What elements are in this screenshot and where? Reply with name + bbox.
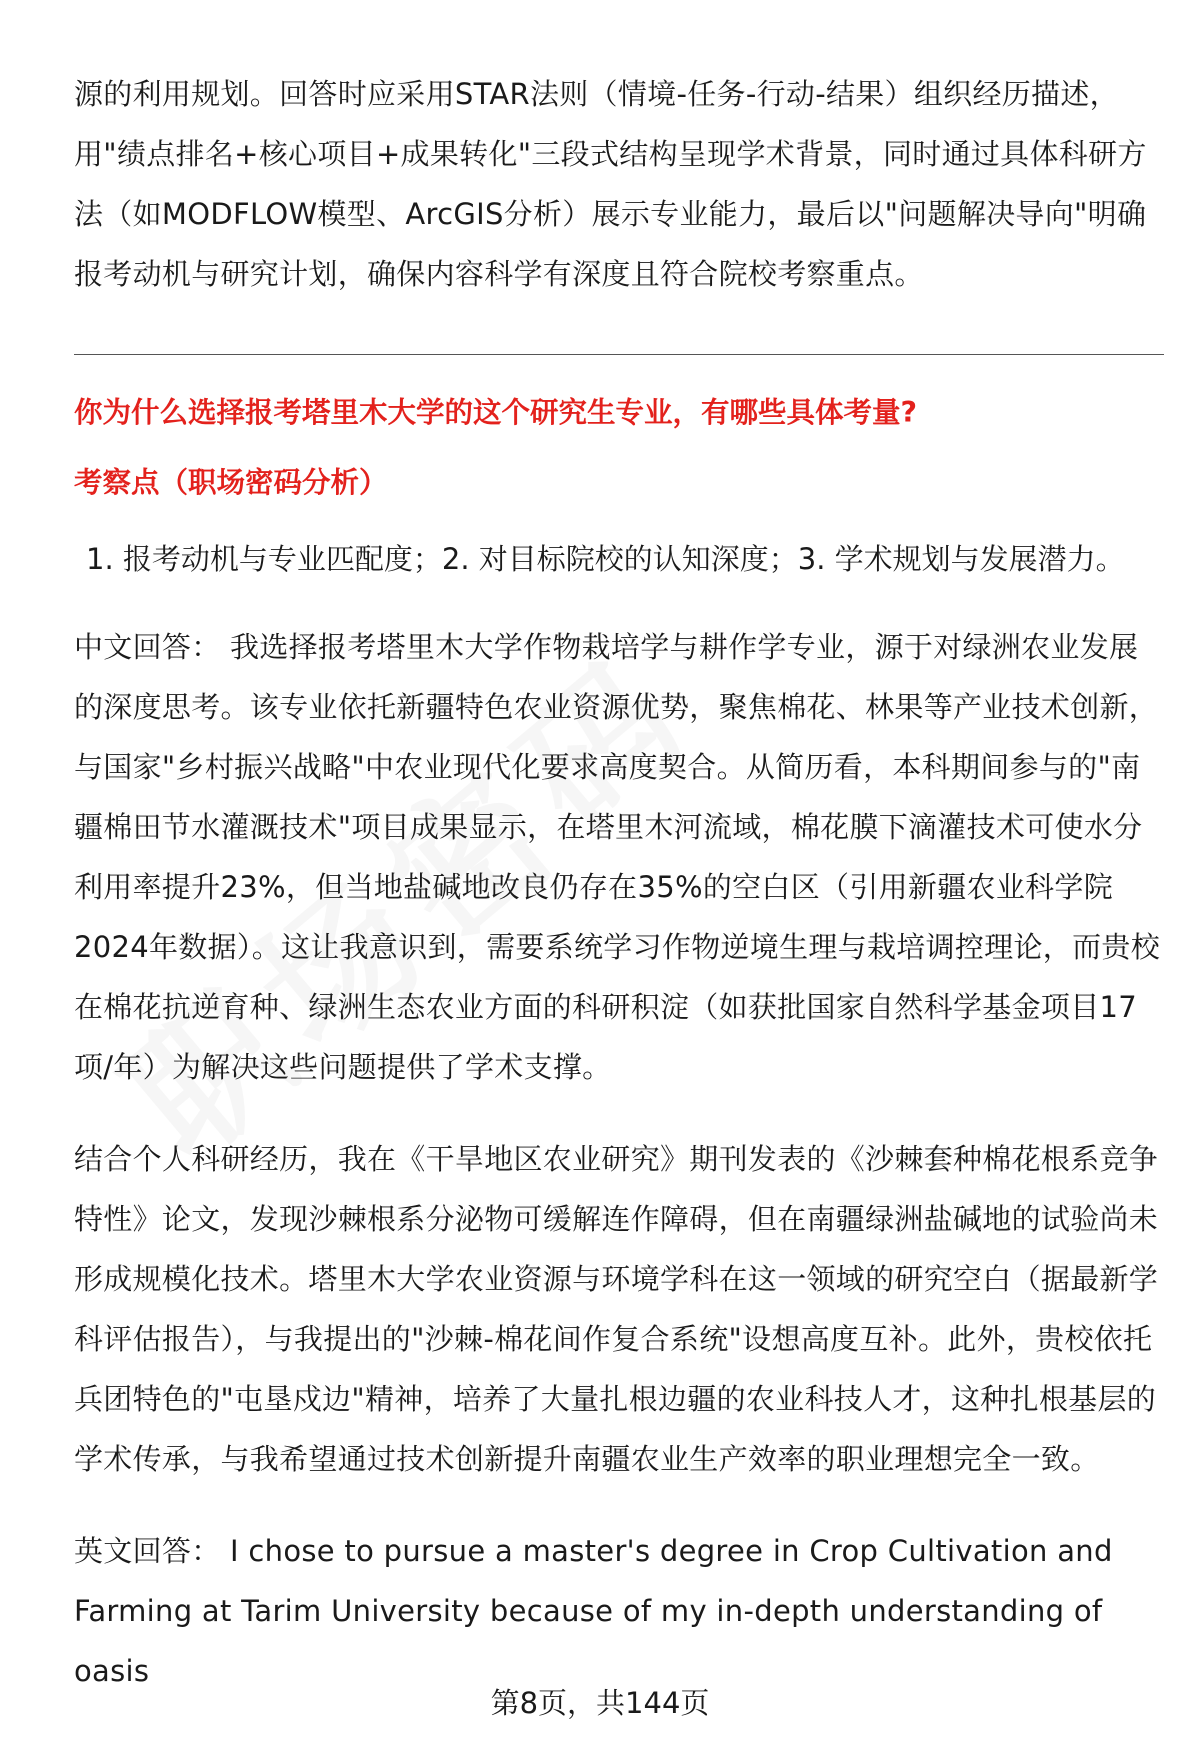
english-answer-paragraph: 英文回答： I chose to pursue a master's degree in Crop Cultivation and Farming at Tarim University because of my in-depth understanding of oasis	[74, 1534, 1113, 1688]
question-heading: 你为什么选择报考塔里木大学的这个研究生专业，有哪些具体考量?	[74, 396, 918, 429]
chinese-answer-paragraph-2: 结合个人科研经历，我在《干旱地区农业研究》期刊发表的《沙棘套种棉花根系竞争特性》论文，发现沙棘根系分泌物可缓解连作障碍，但在南疆绿洲盐碱地的试验尚未形成规模化技术。塔里木大学农业资源与环境学科在这一领域的研究空白（据最新学科评估报告），与我提出的"沙棘-棉花间作复合系统"设想高度互补。此外，贵校依托兵团特色的"屯垦戍边"精神，培养了大量扎根边疆的农业科技人才，这种扎根基层的学术传承，与我希望通过技术创新提升南疆农业生产效率的职业理想完全一致。	[74, 1142, 1159, 1476]
chinese-answer-paragraph-1: 中文回答： 我选择报考塔里木大学作物栽培学与耕作学专业，源于对绿洲农业发展的深度思考。该专业依托新疆特色农业资源优势，聚焦棉花、林果等产业技术创新，与国家"乡村振兴战略"中农业现代化要求高度契合。从简历看，本科期间参与的"南疆棉田节水灌溉技术"项目成果显示，在塔里木河流域，棉花膜下滴灌技术可使水分利用率提升23%，但当地盐碱地改良仍存在35%的空白区（引用新疆农业科学院2024年数据）。这让我意识到，需要系统学习作物逆境生理与栽培调控理论，而贵校在棉花抗逆育种、绿洲生态农业方面的科研积淀（如获批国家自然科学基金项目17项/年）为解决这些问题提供了学术支撑。	[74, 630, 1161, 1084]
assessment-heading: 考察点（职场密码分析）	[74, 466, 388, 499]
section-divider	[74, 354, 1164, 355]
document-body	[74, 64, 1164, 1701]
assessment-points: 1. 报考动机与专业匹配度；2. 对目标院校的认知深度；3. 学术规划与发展潜力。	[86, 542, 1125, 576]
page-number: 第8页，共144页	[490, 1686, 710, 1720]
intro-paragraph: 源的利用规划。回答时应采用STAR法则（情境-任务-行动-结果）组织经历描述，用"绩点排名+核心项目+成果转化"三段式结构呈现学术背景，同时通过具体科研方法（如MODFLOW模型、ArcGIS分析）展示专业能力，最后以"问题解决导向"明确报考动机与研究计划，确保内容科学有深度且符合院校考察重点。	[74, 77, 1147, 291]
page-footer	[0, 1683, 1200, 1723]
